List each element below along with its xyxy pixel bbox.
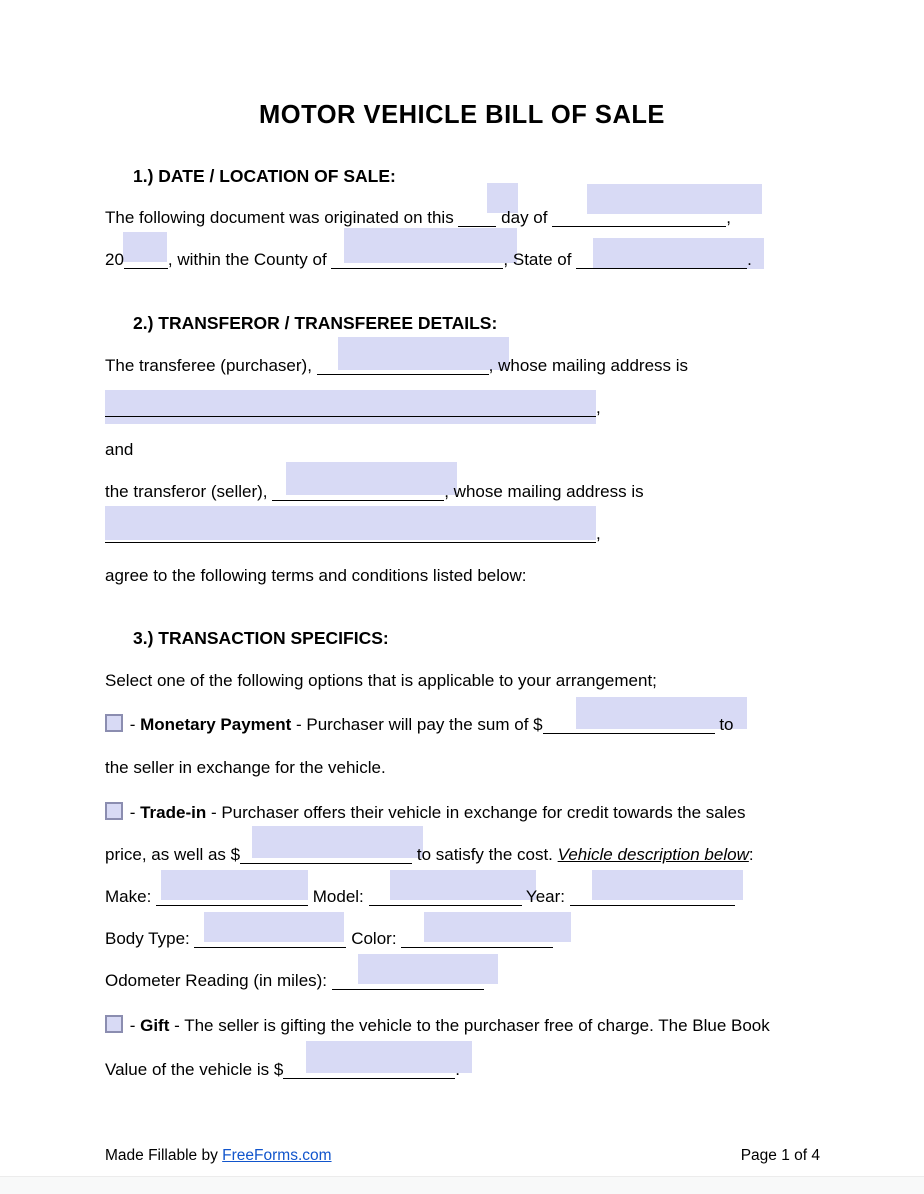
purchaser-address-comma: , bbox=[596, 398, 601, 417]
vehicle-year-label: Year: bbox=[521, 887, 570, 906]
body-color-line bbox=[105, 929, 553, 949]
seller-text-post: , whose mailing address is bbox=[444, 482, 644, 501]
trade-in-price-text: price, as well as $ bbox=[105, 845, 241, 864]
trade-in-dash: - bbox=[125, 803, 141, 822]
options-intro-line: Select one of the following options that is applicable to your arrangement; bbox=[105, 671, 657, 690]
gift-line2-end: . bbox=[455, 1060, 461, 1079]
blue-book-text: Value of the vehicle is $ bbox=[105, 1060, 284, 1079]
freeforms-link[interactable]: FreeForms.com bbox=[222, 1147, 332, 1164]
seller-address-line bbox=[105, 524, 601, 544]
monetary-text-end: to bbox=[714, 715, 734, 734]
trade-in-checkbox[interactable] bbox=[105, 802, 123, 820]
state-text: , State of bbox=[503, 250, 577, 269]
model-blank bbox=[369, 889, 522, 906]
vehicle-description-colon: : bbox=[748, 845, 754, 864]
gift-line bbox=[105, 1015, 770, 1036]
agree-line: agree to the following terms and conditions listed below: bbox=[105, 566, 527, 585]
odometer-line bbox=[105, 971, 484, 991]
gift-text: - The seller is gifting the vehicle to the purchaser free of charge. The Blue Book bbox=[169, 1016, 770, 1035]
page-bottom-edge bbox=[0, 1176, 924, 1194]
odometer-label: Odometer Reading (in miles): bbox=[105, 971, 332, 990]
make-blank bbox=[156, 889, 308, 906]
purchaser-text-pre: The transferee (purchaser), bbox=[105, 356, 317, 375]
date-line2-end: . bbox=[747, 250, 752, 269]
purchaser-line bbox=[105, 356, 688, 376]
color-blank bbox=[401, 931, 553, 948]
trade-in-text: - Purchaser offers their vehicle in exchange for credit towards the sales bbox=[206, 803, 746, 822]
monetary-payment-checkbox[interactable] bbox=[105, 714, 123, 732]
county-blank bbox=[331, 252, 503, 269]
make-label: Make: bbox=[105, 887, 157, 906]
page-number: Page 1 of 4 bbox=[740, 1147, 820, 1164]
make-model-year-line bbox=[105, 887, 735, 907]
odometer-blank bbox=[332, 973, 484, 990]
seller-address-comma: , bbox=[596, 524, 601, 543]
gift-line2 bbox=[105, 1060, 460, 1080]
trade-in-line bbox=[105, 802, 745, 823]
date-line1-end: , bbox=[726, 208, 731, 227]
vehicle-description-label: Vehicle description below bbox=[557, 845, 749, 864]
monetary-dash: - bbox=[125, 715, 141, 734]
date-line1-mid: day of bbox=[496, 208, 553, 227]
footer-credit-text: Made Fillable by bbox=[105, 1147, 223, 1164]
blue-book-value-blank bbox=[283, 1062, 455, 1079]
monetary-payment-line bbox=[105, 714, 734, 735]
gift-dash: - bbox=[125, 1016, 141, 1035]
date-sentence-line2 bbox=[105, 250, 752, 270]
gift-checkbox[interactable] bbox=[105, 1015, 123, 1033]
model-label: Model: bbox=[308, 887, 369, 906]
year-blank bbox=[124, 252, 168, 269]
section2-heading: 2.) TRANSFEROR / TRANSFEREE DETAILS: bbox=[133, 313, 498, 333]
day-blank bbox=[458, 210, 496, 227]
seller-address-blank bbox=[105, 526, 596, 543]
month-blank bbox=[552, 210, 726, 227]
and-line: and bbox=[105, 440, 134, 459]
year-prefix: 20 bbox=[105, 250, 124, 269]
trade-in-cost-text: to satisfy the cost. bbox=[412, 845, 558, 864]
county-text: , within the County of bbox=[167, 250, 332, 269]
state-blank bbox=[576, 252, 747, 269]
gift-label: Gift bbox=[140, 1016, 170, 1035]
monetary-text: - Purchaser will pay the sum of $ bbox=[291, 715, 543, 734]
purchaser-address-blank bbox=[105, 400, 596, 417]
section1-heading: 1.) DATE / LOCATION OF SALE: bbox=[133, 166, 396, 186]
trade-in-label: Trade-in bbox=[140, 803, 207, 822]
footer-credit bbox=[105, 1147, 332, 1165]
purchaser-text-post: , whose mailing address is bbox=[488, 356, 689, 375]
date-sentence-line1 bbox=[105, 208, 731, 228]
section3-heading: 3.) TRANSACTION SPECIFICS: bbox=[133, 628, 389, 648]
seller-name-blank bbox=[272, 484, 444, 501]
seller-text-pre: the transferor (seller), bbox=[105, 482, 273, 501]
body-type-blank bbox=[194, 931, 346, 948]
document-title: MOTOR VEHICLE BILL OF SALE bbox=[259, 101, 665, 129]
monetary-payment-line2: the seller in exchange for the vehicle. bbox=[105, 758, 386, 777]
body-type-label: Body Type: bbox=[105, 929, 195, 948]
seller-line bbox=[105, 482, 644, 502]
purchaser-address-line bbox=[105, 398, 601, 418]
purchaser-name-blank bbox=[317, 358, 489, 375]
payment-amount-blank bbox=[543, 717, 715, 734]
vehicle-year-blank bbox=[570, 889, 735, 906]
trade-in-line2 bbox=[105, 845, 754, 865]
trade-in-credit-blank bbox=[240, 847, 412, 864]
date-line1-text: The following document was originated on this bbox=[105, 208, 459, 227]
monetary-payment-label: Monetary Payment bbox=[140, 715, 292, 734]
color-label: Color: bbox=[346, 929, 402, 948]
